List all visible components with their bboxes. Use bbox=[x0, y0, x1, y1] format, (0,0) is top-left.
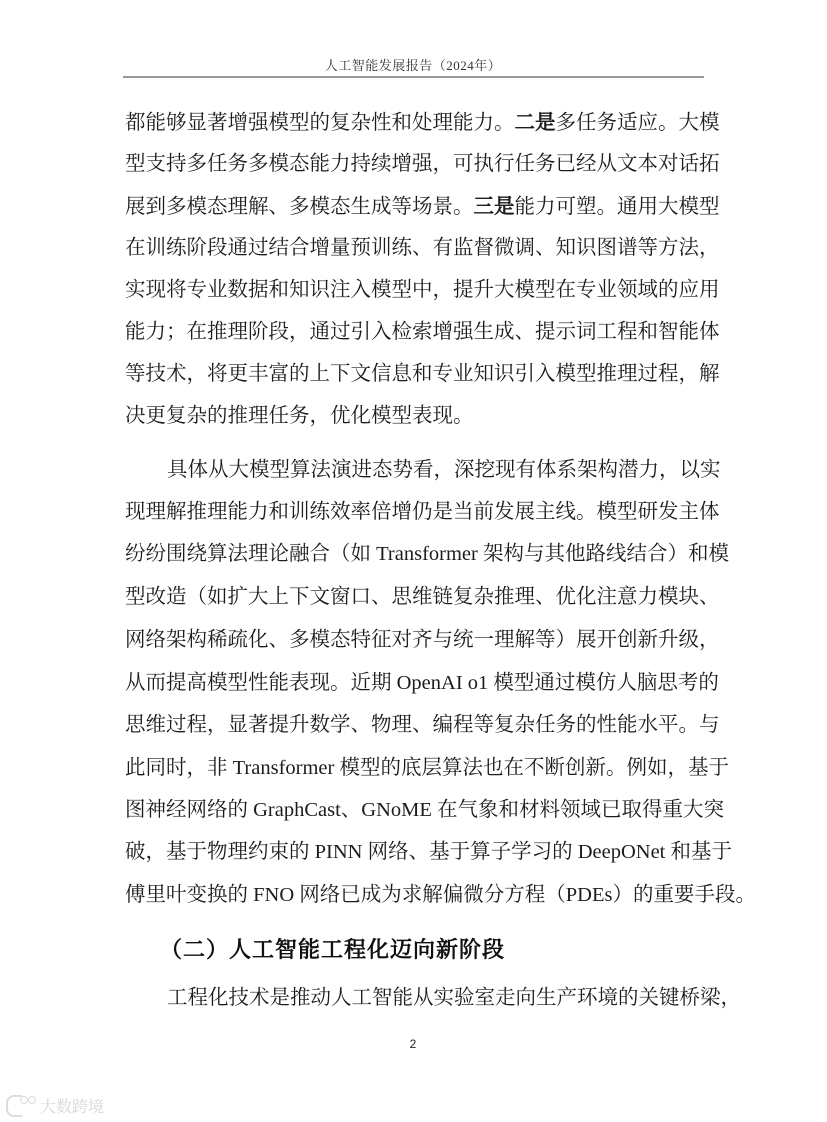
text-line: 从而提高模型性能表现。近期 OpenAI o1 模型通过模仿人脑思考的 bbox=[125, 672, 719, 694]
text-line: 破，基于物理约束的 PINN 网络、基于算子学习的 DeepONet 和基于 bbox=[125, 841, 732, 863]
text-run: 展到多模态理解、多模态生成等场景。 bbox=[125, 196, 474, 218]
kd-logo-icon bbox=[6, 1095, 36, 1115]
text-line bbox=[125, 275, 720, 305]
text-run: 在训练阶段通过结合增量预训练、有监督微调、知识图谱等方法， bbox=[125, 237, 720, 259]
text-line bbox=[125, 401, 695, 431]
text-run: 都能够显著增强模型的复杂性和处理能力。 bbox=[125, 112, 515, 134]
text-line bbox=[125, 359, 720, 389]
running-header: 人工智能发展报告（2024年） bbox=[324, 58, 502, 73]
text-line bbox=[125, 191, 720, 221]
bold-run: 二是 bbox=[514, 110, 556, 134]
watermark bbox=[6, 1093, 104, 1117]
text-line: 型改造（如扩大上下文窗口、思维链复杂推理、优化注意力模块、 bbox=[125, 586, 720, 608]
header-divider bbox=[123, 76, 704, 78]
text-run: 能力可塑。通用大模型 bbox=[514, 196, 720, 218]
text-line bbox=[125, 317, 720, 347]
text-line bbox=[125, 149, 720, 179]
text-line: 此同时，非 Transformer 模型的底层算法也在不断创新。例如，基于 bbox=[125, 757, 729, 779]
text-run: 等技术，将更丰富的上下文信息和专业知识引入模型推理过程，解 bbox=[125, 363, 720, 385]
text-line: 工程化技术是推动人工智能从实验室走向生产环境的关键桥梁， bbox=[167, 987, 741, 1009]
page-number: 2 bbox=[409, 1037, 417, 1051]
text-run: 型支持多任务多模态能力持续增强，可执行任务已经从文本对话拓 bbox=[125, 153, 720, 175]
text-line: 现理解推理能力和训练效率倍增仍是当前发展主线。模型研发主体 bbox=[125, 501, 720, 523]
text-line: 纷纷围绕算法理论融合（如 Transformer 架构与其他路线结合）和模 bbox=[125, 543, 729, 565]
bold-run: 三是 bbox=[473, 194, 515, 218]
text-line: 具体从大模型算法演进态势看，深挖现有体系架构潜力，以实 bbox=[167, 459, 721, 481]
text-run: 实现将专业数据和知识注入模型中，提升大模型在专业领域的应用 bbox=[125, 279, 720, 301]
text-line bbox=[125, 107, 720, 137]
watermark-text: 大数跨境 bbox=[40, 1096, 105, 1116]
text-line: 思维过程，显著提升数学、物理、编程等复杂任务的性能水平。与 bbox=[125, 714, 720, 736]
text-line: 网络架构稀疏化、多模态特征对齐与统一理解等）展开创新升级， bbox=[125, 629, 720, 651]
text-line: 图神经网络的 GraphCast、GNoME 在气象和材料领域已取得重大突 bbox=[125, 799, 725, 821]
text-line bbox=[125, 233, 720, 263]
text-run: 多任务适应。大模 bbox=[555, 112, 720, 134]
section-heading: （二）人工智能工程化迈向新阶段 bbox=[160, 937, 506, 963]
text-line: 傅里叶变换的 FNO 网络已成为求解偏微分方程（PDEs）的重要手段。 bbox=[125, 884, 756, 906]
text-run: 能力；在推理阶段，通过引入检索增强生成、提示词工程和智能体 bbox=[125, 321, 720, 343]
text-run: 决更复杂的推理任务，优化模型表现。 bbox=[125, 405, 474, 427]
